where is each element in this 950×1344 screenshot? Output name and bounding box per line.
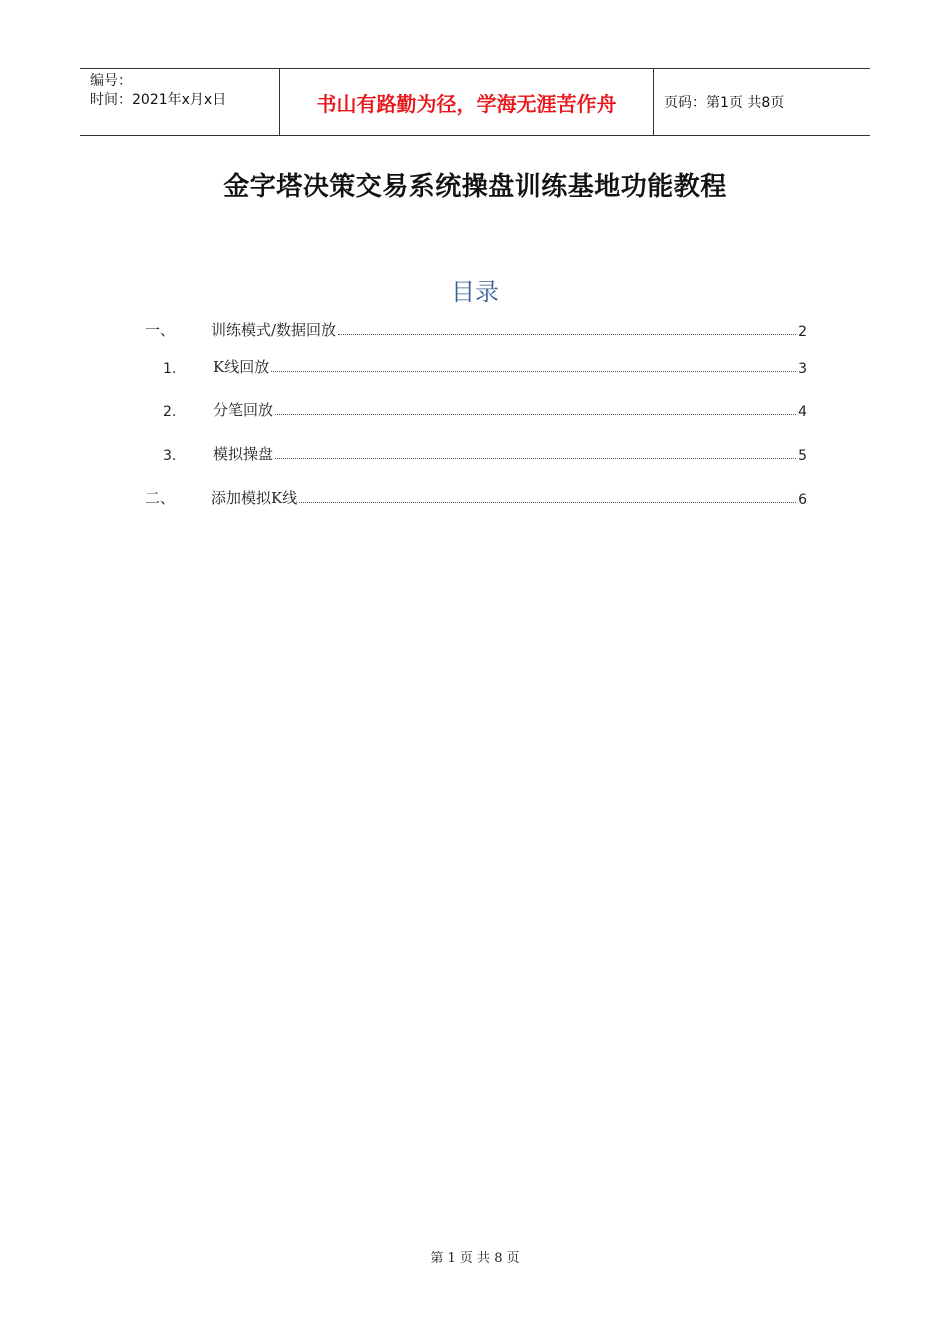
toc-entry-5[interactable] (145, 486, 807, 508)
header-table (80, 68, 870, 136)
toc-entry-page: 3 (798, 361, 807, 377)
toc-entry-page: 5 (798, 448, 807, 464)
header-page-label: 页码：第1页 共8页 (664, 95, 785, 111)
toc-entry-2[interactable] (145, 355, 807, 377)
toc-entry-4[interactable] (145, 442, 807, 464)
toc-entry-label: K线回放 (213, 358, 270, 376)
time-label: 时间：2021年x月x日 (90, 92, 227, 108)
toc-entry-label: 添加模拟K线 (211, 489, 298, 507)
toc-entry-page: 2 (798, 324, 807, 340)
number-label: 编号： (90, 73, 132, 89)
toc-entry-1[interactable] (145, 318, 807, 340)
toc-dot-leader (299, 501, 796, 503)
toc-entry-page: 4 (798, 404, 807, 420)
toc-entry-number: 3. (163, 448, 177, 464)
toc-entry-number: 二、 (145, 489, 176, 507)
page-footer: 第 1 页 共 8 页 (430, 1251, 520, 1266)
toc-entry-number: 2. (163, 404, 177, 420)
toc-dot-leader (275, 413, 796, 415)
toc-entry-3[interactable] (145, 398, 807, 420)
toc-entry-label: 模拟操盘 (213, 445, 274, 463)
document-title: 金字塔决策交易系统操盘训练基地功能教程 (223, 172, 727, 202)
toc-dot-leader (275, 457, 796, 459)
toc-heading: 目录 (451, 278, 499, 306)
toc-entry-label: 分笔回放 (213, 401, 274, 419)
toc-entry-number: 1. (163, 361, 177, 377)
toc-dot-leader (271, 370, 796, 372)
toc-dot-leader (338, 333, 796, 335)
toc-entry-page: 6 (798, 492, 807, 508)
header-meta (80, 69, 280, 135)
toc-entry-label: 训练模式/数据回放 (211, 321, 337, 339)
toc-entry-number: 一、 (145, 321, 176, 339)
header-motto: 书山有路勤为径，学海无涯苦作舟 (280, 69, 654, 135)
